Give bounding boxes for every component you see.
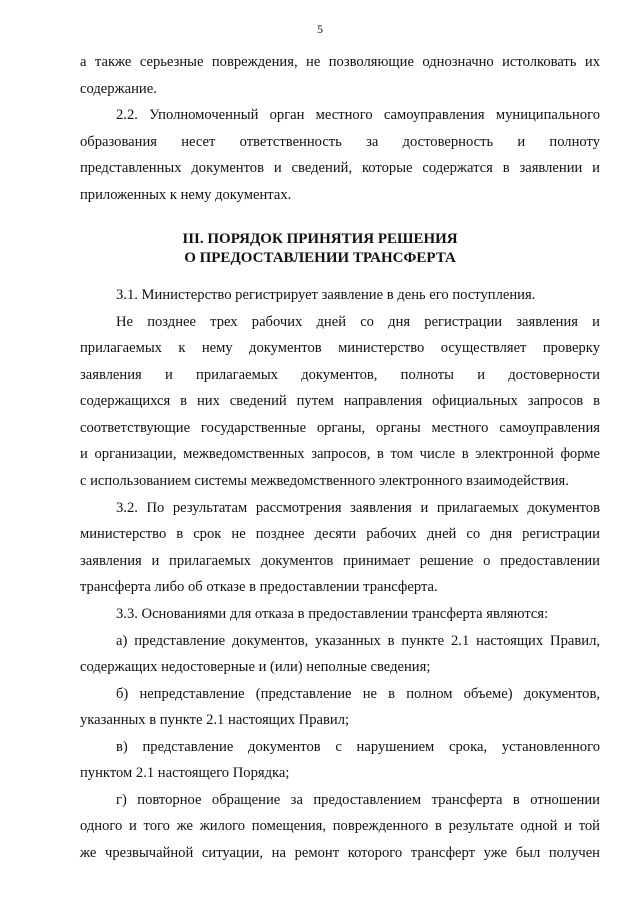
- text-line: соответствующие государственные органы, органы местного самоуправления: [80, 420, 600, 436]
- text-line: заявления и прилагаемых документов, полноты и достоверности: [80, 367, 600, 383]
- text-line: и организации, межведомственных запросов, в том числе в электронной форме: [80, 446, 600, 462]
- page-number: 5: [317, 22, 323, 36]
- text-line: трансферта либо об отказе в предоставлении трансферта.: [80, 579, 438, 595]
- text-line: с использованием системы межведомственного электронного взаимодействия.: [80, 473, 569, 489]
- text-line: представленных документов и сведений, которые содержатся в заявлении и: [80, 160, 600, 176]
- text-line: же чрезвычайной ситуации, на ремонт которого трансферт уже был получен: [80, 845, 600, 861]
- text-line: прилагаемых к нему документов министерство осуществляет проверку: [80, 340, 600, 356]
- text-line: образования несет ответственность за достоверность и полноту: [80, 134, 600, 150]
- section-heading-line-1: III. ПОРЯДОК ПРИНЯТИЯ РЕШЕНИЯ: [182, 231, 458, 247]
- text-line: пунктом 2.1 настоящего Порядка;: [80, 765, 290, 781]
- text-line: г) повторное обращение за предоставлением трансферта в отношении: [116, 792, 600, 808]
- text-line: заявления и прилагаемых документов принимает решение о предоставлении: [80, 553, 600, 569]
- text-line: 2.2. Уполномоченный орган местного самоуправления муниципального: [116, 107, 600, 123]
- text-line: а также серьезные повреждения, не позволяющие однозначно истолковать их: [80, 54, 600, 70]
- text-line: 3.3. Основаниями для отказа в предоставлении трансферта являются:: [116, 606, 549, 622]
- text-line: указанных в пункте 2.1 настоящих Правил;: [80, 712, 350, 728]
- text-line: приложенных к нему документах.: [80, 187, 292, 203]
- text-line: одного и того же жилого помещения, поврежденного в результате одной и той: [80, 818, 600, 834]
- text-line: 3.1. Министерство регистрирует заявление в день его поступления.: [116, 287, 536, 303]
- text-line: содержащихся в них сведений путем направления официальных запросов в: [80, 393, 600, 409]
- text-line: 3.2. По результатам рассмотрения заявления и прилагаемых документов: [116, 500, 600, 516]
- text-line: Не позднее трех рабочих дней со дня регистрации заявления и: [116, 314, 600, 330]
- text-line: б) непредставление (представление не в полном объеме) документов,: [116, 686, 600, 702]
- text-line: содержание.: [80, 81, 157, 97]
- text-line: министерство в срок не позднее десяти рабочих дней со дня регистрации: [80, 526, 600, 542]
- section-heading-line-2: О ПРЕДОСТАВЛЕНИИ ТРАНСФЕРТА: [184, 250, 456, 266]
- text-line: содержащих недостоверные и (или) неполные сведения;: [80, 659, 431, 675]
- text-line: в) представление документов с нарушением срока, установленного: [116, 739, 600, 755]
- text-line: а) представление документов, указанных в пункте 2.1 настоящих Правил,: [116, 633, 600, 649]
